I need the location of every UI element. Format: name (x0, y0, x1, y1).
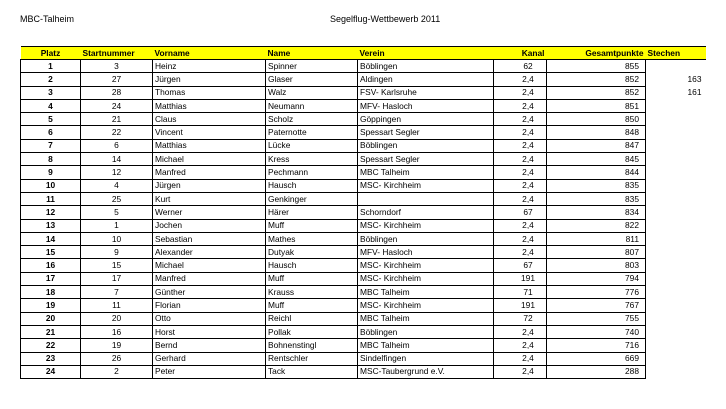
table-row (21, 352, 706, 365)
table-row (21, 299, 706, 312)
cell-vorname: Peter (153, 365, 266, 378)
table-row (21, 246, 706, 259)
col-header-verein: Verein (358, 47, 494, 60)
cell-kanal: 2,4 (494, 99, 547, 112)
cell-gesamtpunkte: 811 (547, 232, 646, 245)
table-row (21, 139, 706, 152)
cell-platz: 1 (21, 60, 81, 73)
cell-gesamtpunkte: 767 (547, 299, 646, 312)
cell-startnummer: 28 (81, 86, 153, 99)
cell-name: Spinner (266, 60, 358, 73)
cell-stechen (646, 259, 706, 272)
cell-vorname: Bernd (153, 339, 266, 352)
cell-gesamtpunkte: 803 (547, 259, 646, 272)
cell-stechen (646, 339, 706, 352)
cell-platz: 20 (21, 312, 81, 325)
cell-gesamtpunkte: 855 (547, 60, 646, 73)
cell-gesamtpunkte: 835 (547, 179, 646, 192)
cell-vorname: Vincent (153, 126, 266, 139)
cell-gesamtpunkte: 850 (547, 113, 646, 126)
cell-platz: 15 (21, 246, 81, 259)
cell-startnummer: 11 (81, 299, 153, 312)
cell-platz: 24 (21, 365, 81, 378)
cell-platz: 10 (21, 179, 81, 192)
cell-kanal: 2,4 (494, 192, 547, 205)
cell-verein: MSC- Kirchheim (358, 299, 494, 312)
table-row (21, 86, 706, 99)
cell-vorname: Florian (153, 299, 266, 312)
cell-vorname: Alexander (153, 246, 266, 259)
cell-verein: MBC Talheim (358, 286, 494, 299)
cell-platz: 13 (21, 219, 81, 232)
cell-name: Lücke (266, 139, 358, 152)
cell-kanal: 2,4 (494, 219, 547, 232)
cell-platz: 11 (21, 192, 81, 205)
col-header-startnummer: Startnummer (81, 47, 153, 60)
cell-startnummer: 3 (81, 60, 153, 73)
table-row (21, 219, 706, 232)
table-row (21, 126, 706, 139)
cell-name: Pechmann (266, 166, 358, 179)
cell-stechen: 161 (687, 87, 702, 98)
cell-vorname: Manfred (153, 272, 266, 285)
cell-vorname: Heinz (153, 60, 266, 73)
cell-stechen (646, 352, 706, 365)
cell-vorname: Gerhard (153, 352, 266, 365)
cell-gesamtpunkte: 845 (547, 153, 646, 166)
cell-vorname: Manfred (153, 166, 266, 179)
cell-platz: 18 (21, 286, 81, 299)
cell-verein: MBC Talheim (358, 339, 494, 352)
table-row (21, 153, 706, 166)
cell-startnummer: 27 (81, 73, 153, 86)
cell-kanal: 2,4 (494, 153, 547, 166)
cell-verein: Spessart Segler (358, 153, 494, 166)
cell-startnummer: 20 (81, 312, 153, 325)
cell-gesamtpunkte: 835 (547, 192, 646, 205)
cell-platz: 16 (21, 259, 81, 272)
cell-verein: MFV- Hasloch (358, 99, 494, 112)
cell-kanal: 67 (494, 259, 547, 272)
cell-platz: 23 (21, 352, 81, 365)
cell-kanal: 2,4 (494, 73, 547, 86)
cell-gesamtpunkte: 834 (547, 206, 646, 219)
cell-gesamtpunkte: 776 (547, 286, 646, 299)
cell-verein: MSC- Kirchheim (358, 259, 494, 272)
cell-kanal: 2,4 (494, 339, 547, 352)
cell-verein: Böblingen (358, 232, 494, 245)
cell-name: Rentschler (266, 352, 358, 365)
cell-startnummer: 6 (81, 139, 153, 152)
cell-vorname: Jürgen (153, 73, 266, 86)
cell-name: Hausch (266, 179, 358, 192)
cell-startnummer: 25 (81, 192, 153, 205)
cell-kanal: 2,4 (494, 139, 547, 152)
cell-platz: 22 (21, 339, 81, 352)
cell-name: Muff (266, 299, 358, 312)
cell-gesamtpunkte: 848 (547, 126, 646, 139)
cell-verein: MSC- Kirchheim (358, 179, 494, 192)
table-row (21, 272, 706, 285)
cell-name: Hausch (266, 259, 358, 272)
cell-gesamtpunkte: 847 (547, 139, 646, 152)
cell-stechen (646, 219, 706, 232)
cell-name: Glaser (266, 73, 358, 86)
cell-stechen (646, 246, 706, 259)
cell-startnummer: 16 (81, 325, 153, 338)
cell-gesamtpunkte: 755 (547, 312, 646, 325)
col-header-stechen: Stechen (646, 47, 706, 60)
col-header-kanal: Kanal (494, 47, 547, 60)
cell-stechen (646, 192, 706, 205)
cell-kanal: 2,4 (494, 325, 547, 338)
cell-platz: 14 (21, 232, 81, 245)
cell-vorname: Sebastian (153, 232, 266, 245)
cell-platz: 9 (21, 166, 81, 179)
cell-gesamtpunkte: 669 (547, 352, 646, 365)
cell-kanal: 191 (494, 272, 547, 285)
cell-name: Muff (266, 219, 358, 232)
cell-gesamtpunkte: 851 (547, 99, 646, 112)
cell-platz: 12 (21, 206, 81, 219)
cell-vorname: Horst (153, 325, 266, 338)
cell-kanal: 67 (494, 206, 547, 219)
cell-verein: MSC- Kirchheim (358, 219, 494, 232)
cell-name: Härer (266, 206, 358, 219)
cell-vorname: Jochen (153, 219, 266, 232)
cell-startnummer: 15 (81, 259, 153, 272)
col-header-name: Name (266, 47, 358, 60)
cell-vorname: Werner (153, 206, 266, 219)
cell-kanal: 2,4 (494, 126, 547, 139)
cell-verein: Böblingen (358, 60, 494, 73)
table-row (21, 312, 706, 325)
cell-verein: Sindelfingen (358, 352, 494, 365)
cell-gesamtpunkte: 740 (547, 325, 646, 338)
cell-kanal: 2,4 (494, 179, 547, 192)
cell-vorname: Michael (153, 153, 266, 166)
cell-stechen (646, 126, 706, 139)
cell-stechen (646, 60, 706, 73)
cell-platz: 5 (21, 113, 81, 126)
cell-startnummer: 26 (81, 352, 153, 365)
cell-verein: Göppingen (358, 113, 494, 126)
document-title: Segelflug-Wettbewerb 2011 (330, 14, 441, 24)
cell-startnummer: 22 (81, 126, 153, 139)
cell-name: Dutyak (266, 246, 358, 259)
cell-stechen (646, 139, 706, 152)
cell-startnummer: 1 (81, 219, 153, 232)
cell-gesamtpunkte: 794 (547, 272, 646, 285)
cell-name: Neumann (266, 99, 358, 112)
cell-verein: MSC-Taubergrund e.V. (358, 365, 494, 378)
col-header-vorname: Vorname (153, 47, 266, 60)
cell-vorname: Günther (153, 286, 266, 299)
cell-verein: Böblingen (358, 325, 494, 338)
cell-name: Reichl (266, 312, 358, 325)
cell-stechen (646, 365, 706, 378)
col-header-platz: Platz (21, 47, 81, 60)
cell-stechen: 163 (687, 73, 702, 84)
table-row (21, 73, 706, 86)
cell-kanal: 2,4 (494, 246, 547, 259)
cell-name: Walz (266, 86, 358, 99)
cell-vorname: Kurt (153, 192, 266, 205)
cell-kanal: 72 (494, 312, 547, 325)
cell-stechen (646, 153, 706, 166)
cell-platz: 21 (21, 325, 81, 338)
cell-verein: FSV- Karlsruhe (358, 86, 494, 99)
table-row (21, 206, 706, 219)
cell-vorname: Thomas (153, 86, 266, 99)
cell-name: Muff (266, 272, 358, 285)
cell-verein: Spessart Segler (358, 126, 494, 139)
cell-stechen (646, 166, 706, 179)
cell-kanal: 2,4 (494, 166, 547, 179)
cell-platz: 19 (21, 299, 81, 312)
cell-gesamtpunkte: 852 (547, 86, 646, 99)
cell-vorname: Jürgen (153, 179, 266, 192)
cell-startnummer: 21 (81, 113, 153, 126)
cell-stechen (646, 299, 706, 312)
cell-startnummer: 4 (81, 179, 153, 192)
table-row (21, 365, 706, 378)
cell-stechen (646, 325, 706, 338)
cell-vorname: Michael (153, 259, 266, 272)
cell-kanal: 191 (494, 299, 547, 312)
cell-gesamtpunkte: 844 (547, 166, 646, 179)
cell-kanal: 2,4 (494, 86, 547, 99)
cell-startnummer: 19 (81, 339, 153, 352)
cell-verein: Aldingen (358, 73, 494, 86)
cell-gesamtpunkte: 822 (547, 219, 646, 232)
table-row (21, 179, 706, 192)
cell-verein: Böblingen (358, 139, 494, 152)
cell-startnummer: 17 (81, 272, 153, 285)
cell-verein: MBC Talheim (358, 166, 494, 179)
cell-startnummer: 7 (81, 286, 153, 299)
cell-stechen (646, 113, 706, 126)
cell-platz: 4 (21, 99, 81, 112)
header-row (21, 47, 706, 60)
cell-stechen (646, 206, 706, 219)
cell-verein: Schorndorf (358, 206, 494, 219)
cell-gesamtpunkte: 716 (547, 339, 646, 352)
cell-name: Scholz (266, 113, 358, 126)
cell-gesamtpunkte: 852 (547, 73, 646, 86)
cell-name: Krauss (266, 286, 358, 299)
cell-name: Bohnenstingl (266, 339, 358, 352)
cell-kanal: 2,4 (494, 365, 547, 378)
cell-vorname: Claus (153, 113, 266, 126)
cell-name: Kress (266, 153, 358, 166)
cell-startnummer: 5 (81, 206, 153, 219)
table-row (21, 259, 706, 272)
table-row (21, 166, 706, 179)
table-row (21, 232, 706, 245)
table-row (21, 113, 706, 126)
cell-kanal: 2,4 (494, 352, 547, 365)
cell-verein (358, 192, 494, 205)
table-row (21, 286, 706, 299)
cell-stechen (646, 272, 706, 285)
cell-name: Tack (266, 365, 358, 378)
table-row (21, 339, 706, 352)
cell-verein: MBC Talheim (358, 312, 494, 325)
cell-stechen (646, 312, 706, 325)
table-row (21, 192, 706, 205)
cell-stechen (646, 99, 706, 112)
cell-startnummer: 2 (81, 365, 153, 378)
cell-gesamtpunkte: 288 (547, 365, 646, 378)
cell-name: Paternotte (266, 126, 358, 139)
cell-startnummer: 9 (81, 246, 153, 259)
cell-gesamtpunkte: 807 (547, 246, 646, 259)
cell-verein: MSC- Kirchheim (358, 272, 494, 285)
cell-kanal: 2,4 (494, 232, 547, 245)
cell-startnummer: 24 (81, 99, 153, 112)
cell-platz: 7 (21, 139, 81, 152)
cell-platz: 2 (21, 73, 81, 86)
col-header-gesamtpunkte: Gesamtpunkte (547, 47, 646, 60)
cell-vorname: Otto (153, 312, 266, 325)
cell-platz: 17 (21, 272, 81, 285)
cell-name: Mathes (266, 232, 358, 245)
cell-vorname: Matthias (153, 99, 266, 112)
table-row (21, 325, 706, 338)
table-row (21, 60, 706, 73)
cell-kanal: 2,4 (494, 113, 547, 126)
cell-name: Genkinger (266, 192, 358, 205)
results-table (20, 46, 706, 379)
cell-startnummer: 14 (81, 153, 153, 166)
cell-vorname: Matthias (153, 139, 266, 152)
cell-platz: 3 (21, 86, 81, 99)
cell-startnummer: 12 (81, 166, 153, 179)
club-name: MBC-Talheim (20, 14, 75, 24)
cell-stechen (646, 179, 706, 192)
table-row (21, 99, 706, 112)
results-body (21, 60, 706, 379)
cell-platz: 8 (21, 153, 81, 166)
cell-platz: 6 (21, 126, 81, 139)
cell-startnummer: 10 (81, 232, 153, 245)
cell-kanal: 71 (494, 286, 547, 299)
cell-name: Pollak (266, 325, 358, 338)
cell-stechen (646, 286, 706, 299)
cell-kanal: 62 (494, 60, 547, 73)
cell-stechen (646, 232, 706, 245)
cell-verein: MFV- Hasloch (358, 246, 494, 259)
